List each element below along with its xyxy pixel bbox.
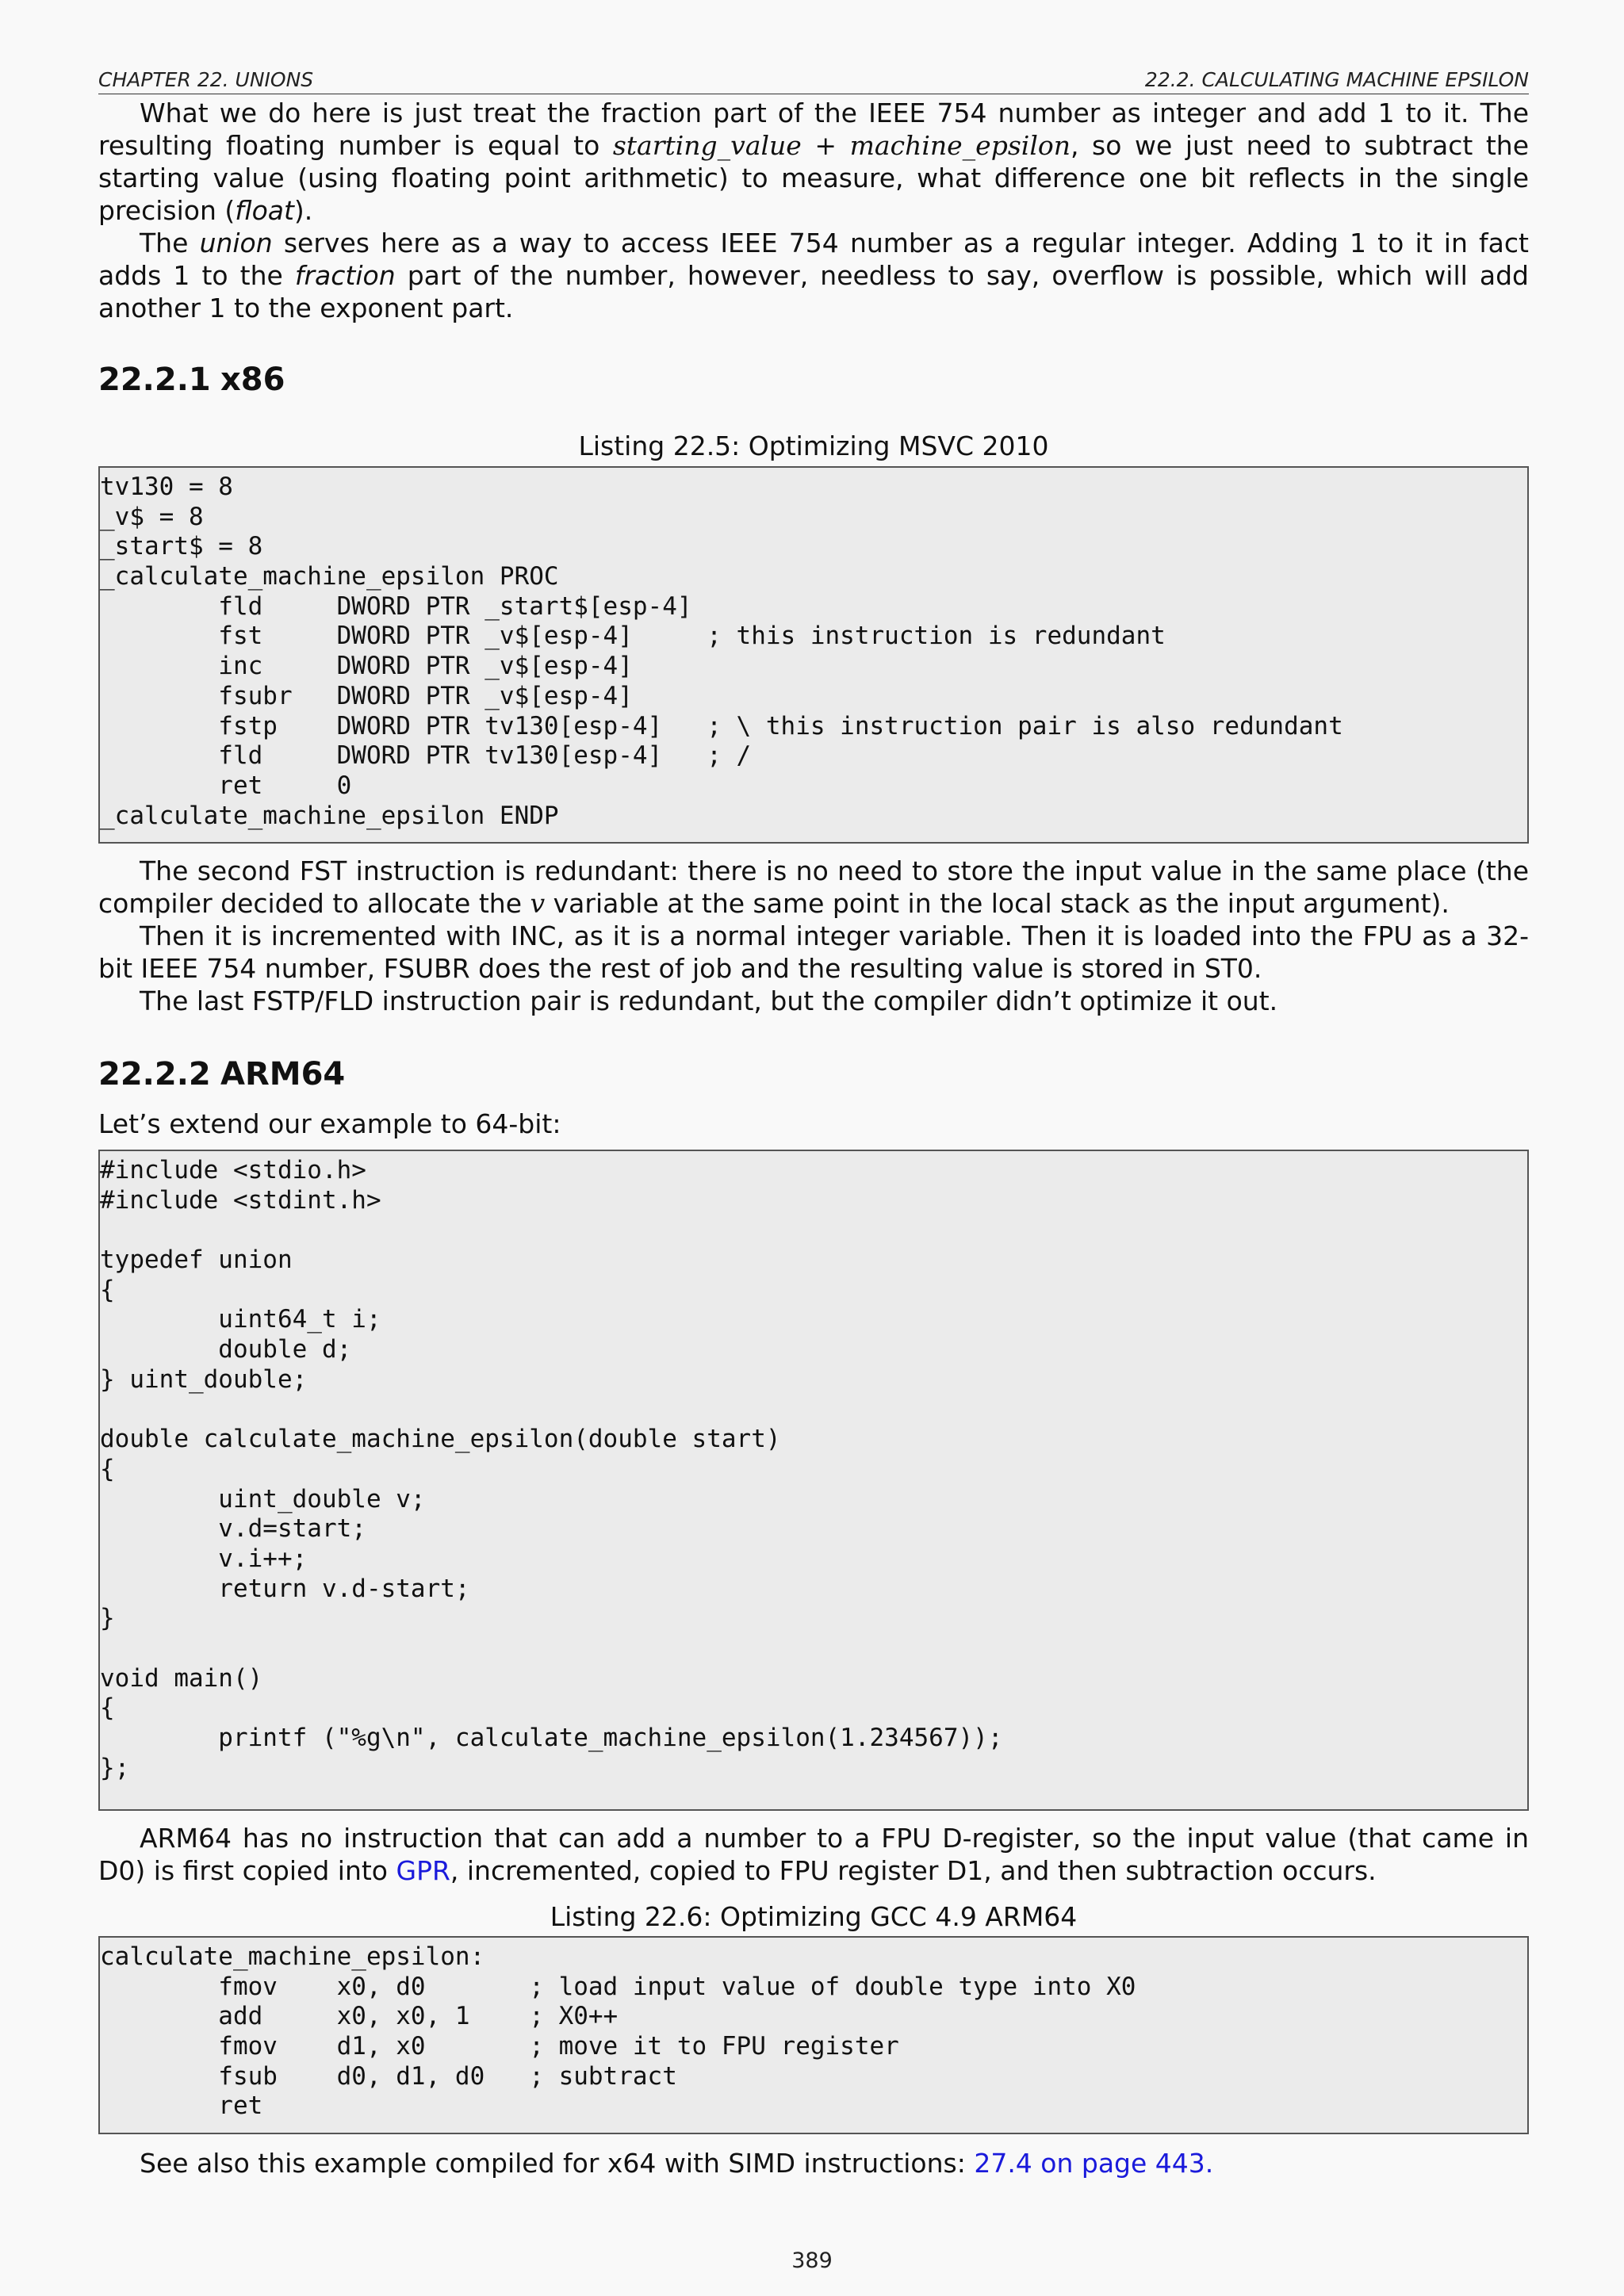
code-line: printf ("%g\n", calculate_machine_epsilon(1.234567)); [100,1724,1003,1753]
text: ). [293,195,313,226]
text: ARM64 has no instruction that can add a number to a FPU D-register, so the input value (that came in D0) is first copied into [98,1823,1529,1886]
code-listing-c [98,1150,1529,1811]
code-lines [100,1156,1527,1783]
code-line: { [100,1275,115,1304]
code-line: fsub d0, d1, d0 ; subtract [100,2061,677,2091]
running-header [98,68,1529,94]
code-line: fst DWORD PTR _v$[esp-4] ; this instruction is redundant [100,622,1166,651]
header-chapter: CHAPTER 22. UNIONS [98,68,314,91]
glossary-link-gpr[interactable]: GPR [396,1855,450,1886]
code-line: double calculate_machine_epsilon(double start) [100,1425,781,1454]
text: What we do here is just treat the fraction part of the IEEE 754 number as integer and add 1 to it. The resulting floating number is equal to [98,98,1529,161]
code-lines [100,473,1527,831]
code-line: #include <stdio.h> [100,1156,366,1184]
code-line: _calculate_machine_epsilon PROC [100,562,559,591]
code-line [100,1215,1527,1246]
section-heading-x86 [98,361,1529,399]
code-line: void main() [100,1663,263,1693]
section-number: 22.2.2 [98,1056,211,1093]
code-line [100,1634,1527,1664]
code-line [100,1395,1527,1425]
code-line: fsubr DWORD PTR _v$[esp-4] [100,681,633,710]
code-lines [100,1942,1527,2122]
text: , so we just need to subtract the starting value (using floating point arithmetic) to measure, what difference one bit reflects in the single precision ( [98,130,1530,226]
code-line: tv130 = 8 [100,473,233,501]
text: variable at the same point in the local stack as the input argument). [545,888,1450,919]
code-line: } [100,1604,115,1633]
listing-caption: Listing 22.5: Optimizing MSVC 2010 [578,430,1049,461]
x86-paragraph-1 [98,855,1529,920]
header-section: 22.2. CALCULATING MACHINE EPSILON [1144,68,1529,91]
code-line: return v.d-start; [100,1574,470,1603]
text: The [140,228,200,258]
emphasis-union: union [199,228,273,258]
text: part of the number, however, needless to say, overflow is possible, which will add another 1 to the exponent part. [98,260,1529,323]
code-line: _start$ = 8 [100,532,263,561]
code-line: add x0, x0, 1 ; X0++ [100,2002,619,2031]
code-line: fld DWORD PTR _start$[esp-4] [100,591,692,621]
cross-reference-link[interactable]: 27.4 on page 443. [974,2148,1214,2179]
code-line: uint64_t i; [100,1305,381,1334]
x86-paragraph-3: The last FSTP/FLD instruction pair is redundant, but the compiler didn’t optimize it out. [140,985,1278,1016]
code-line: { [100,1454,115,1483]
code-line: fstp DWORD PTR tv130[esp-4] ; \ this instruction pair is also redundant [100,711,1343,740]
section-heading-arm64 [98,1055,1529,1093]
code-line: uint_double v; [100,1484,426,1513]
text: serves here as a way to access IEEE 754 number as a regular integer. Adding 1 to it in fact adds 1 to the [98,228,1529,291]
code-line: _calculate_machine_epsilon ENDP [100,801,559,830]
code-line: fld DWORD PTR tv130[esp-4] ; / [100,741,752,771]
arm64-intro: Let’s extend our example to 64-bit: [98,1108,561,1139]
math-variable: v [530,888,546,919]
code-listing-msvc [98,466,1529,844]
code-line: }; [100,1753,130,1782]
intro-paragraph-2 [98,227,1529,324]
text: See also this example compiled for x64 with SIMD instructions: [140,2148,975,2179]
text: , incremented, copied to FPU register D1, and then subtraction occurs. [450,1855,1377,1886]
x86-paragraph-2: Then it is incremented with INC, as it is a normal integer variable. Then it is loaded into the FPU as a 32-bit IEEE 754 number, FSUBR does the rest of job and the resulting value is stored in ST0. [98,920,1529,984]
code-listing-arm64 [98,1936,1529,2134]
code-line: inc DWORD PTR _v$[esp-4] [100,652,633,681]
code-line: } uint_double; [100,1364,308,1394]
code-line: ret [100,2091,263,2121]
math-expression: starting_value + machine_epsilon [612,130,1071,161]
code-line: typedef union [100,1246,293,1275]
section-title: x86 [220,362,285,398]
section-number: 22.2.1 [98,362,211,398]
code-line: fmov x0, d0 ; load input value of double type into X0 [100,1972,1136,2001]
arm64-paragraph-1 [98,1822,1529,1887]
code-line: _v$ = 8 [100,502,204,531]
page-number: 389 [791,2248,833,2273]
see-also-paragraph [98,2147,1529,2179]
code-line: { [100,1693,115,1723]
code-line: fmov d1, x0 ; move it to FPU register [100,2032,899,2061]
emphasis-fraction: fraction [294,260,396,291]
text: The second FST instruction is redundant: there is no need to store the input value in the same place (the compiler decided to allocate the [98,855,1529,919]
code-line: #include <stdint.h> [100,1185,381,1215]
emphasis-float: float [235,195,294,226]
code-line: v.i++; [100,1544,308,1573]
intro-paragraph-1 [98,97,1529,227]
code-line: calculate_machine_epsilon: [100,1942,485,1971]
code-line: v.d=start; [100,1514,366,1544]
code-line: ret 0 [100,771,352,800]
listing-caption: Listing 22.6: Optimizing GCC 4.9 ARM64 [550,1901,1078,1932]
page-content [98,97,1529,2179]
code-line: double d; [100,1335,352,1364]
section-title: ARM64 [220,1056,346,1093]
